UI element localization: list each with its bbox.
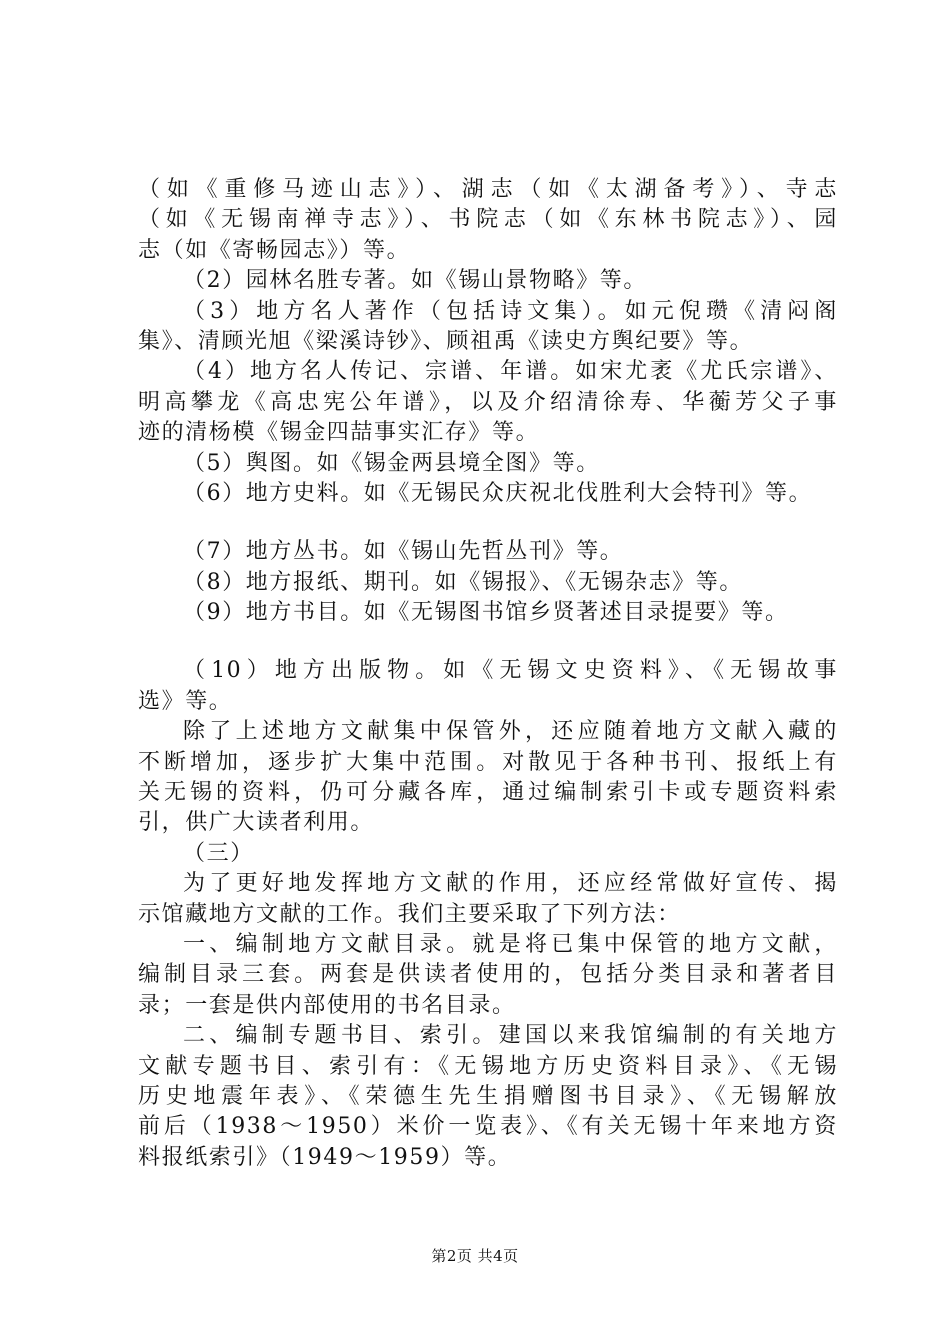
text-line: （5）舆图。如《锡金两县境全图》等。 <box>183 450 600 476</box>
text-line: 料报纸索引》（1949～1959）等。 <box>138 1144 512 1170</box>
text-line: （4）地方名人传记、宗谱、年谱。如宋尤袤《尤氏宗谱》、 <box>183 359 838 385</box>
text-line: （9）地方书目。如《无锡图书馆乡贤著述目录提要》等。 <box>183 600 789 626</box>
text-line: 明高攀龙《高忠宪公年谱》，以及介绍清徐寿、华蘅芳父子事 <box>138 389 838 415</box>
text-line: 录；一套是供内部使用的书名目录。 <box>138 992 516 1018</box>
text-line: 文献专题书目、索引有：《无锡地方历史资料目录》、《无锡 <box>138 1053 838 1079</box>
text-line: 迹的清杨模《锡金四喆事实汇存》等。 <box>138 420 540 446</box>
paragraph-gap <box>138 509 838 537</box>
text-line: 示馆藏地方文献的工作。我们主要采取了下列方法： <box>138 901 681 927</box>
text-line: 为了更好地发挥地方文献的作用，还应经常做好宣传、揭 <box>183 871 838 897</box>
text-line: （8）地方报纸、期刊。如《锡报》、《无锡杂志》等。 <box>183 569 743 595</box>
text-line: 前后（1938～1950）米价一览表》、《有关无锡十年来地方资 <box>138 1114 838 1140</box>
text-line: （如《重修马迹山志》）、湖志（如《太湖备考》）、寺志 <box>138 177 838 202</box>
text-line: （10）地方出版物。如《无锡文史资料》、《无锡故事 <box>183 658 838 684</box>
text-line: （3）地方名人著作（包括诗文集）。如元倪瓒《清闷阁 <box>183 298 838 324</box>
section-heading: （三） <box>183 840 254 866</box>
text-line: 二、编制专题书目、索引。建国以来我馆编制的有关地方 <box>183 1023 838 1049</box>
text-line: 选》等。 <box>138 688 233 714</box>
text-line: 编制目录三套。两套是供读者使用的，包括分类目录和著者目 <box>138 962 838 988</box>
text-line: 引，供广大读者利用。 <box>138 810 375 836</box>
text-line: 集》、清顾光旭《梁溪诗钞》、顾祖禹《读史方舆纪要》等。 <box>138 328 754 354</box>
body-text <box>138 175 838 1173</box>
text-line: 一、编制地方文献目录。就是将已集中保管的地方文献， <box>183 931 838 957</box>
text-line: （6）地方史料。如《无锡民众庆祝北伐胜利大会特刊》等。 <box>183 480 813 506</box>
text-line: 关无锡的资料，仍可分藏各库，通过编制索引卡或专题资料索 <box>138 780 838 806</box>
text-line: 历史地震年表》、《荣德生先生捐赠图书目录》、《无锡解放 <box>138 1083 838 1109</box>
paragraph-gap <box>138 628 838 656</box>
text-line: 除了上述地方文献集中保管外，还应随着地方文献入藏的 <box>183 719 838 745</box>
text-line: 志（如《寄畅园志》）等。 <box>138 237 411 263</box>
text-line: （2）园林名胜专著。如《锡山景物略》等。 <box>183 268 647 294</box>
text-line: （7）地方丛书。如《锡山先哲丛刊》等。 <box>183 539 624 565</box>
text-line: 不断增加，逐步扩大集中范围。对散见于各种书刊、报纸上有 <box>138 749 838 775</box>
text-line: （如《无锡南禅寺志》）、书院志（如《东林书院志》）、园 <box>138 207 838 233</box>
page-footer: 第2页 共4页 <box>431 1247 519 1265</box>
